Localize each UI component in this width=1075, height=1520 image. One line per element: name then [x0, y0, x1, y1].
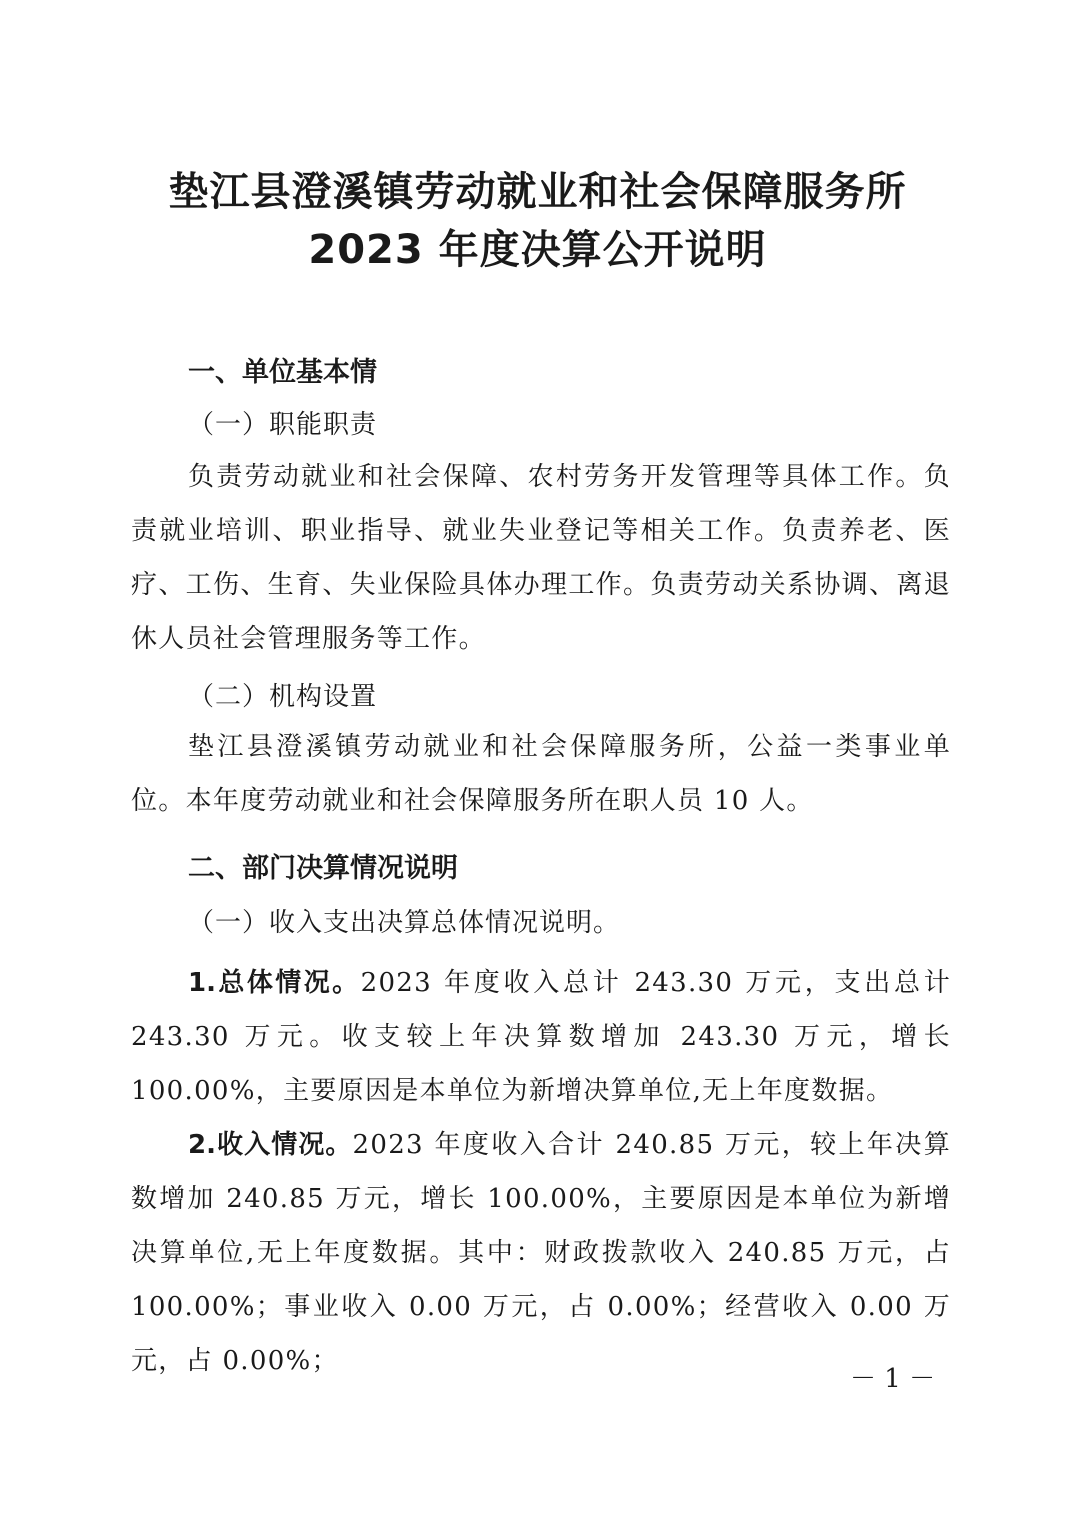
- section2-item2-text: 2023 年度收入合计 240.85 万元，较上年决算数增加 240.85 万元，增长 100.00%，主要原因是本单位为新增决算单位,无上年度数据。其中：财政拨款收入 240.85 万元，占 100.00%；事业收入 0.00 万元，占 0.00%；经营收入 0.00 万元，占 0.00%；: [131, 1130, 951, 1376]
- document-title-line2: 2023 年度决算公开说明: [308, 227, 767, 273]
- section1-sub2-heading: （二）机构设置: [188, 682, 378, 712]
- section1-sub2-paragraph: 垫江县澄溪镇劳动就业和社会保障服务所，公益一类事业单位。本年度劳动就业和社会保障服务所在职人员 10 人。: [131, 732, 951, 816]
- page-number: － 1 －: [850, 1364, 936, 1394]
- section2-item2-label: 2.收入情况。: [188, 1130, 353, 1160]
- section2-item1-label: 1.总体情况。: [188, 968, 361, 998]
- section1-sub1-heading: （一）职能职责: [188, 410, 378, 440]
- section2-item1-paragraph: [131, 956, 951, 1118]
- section1-heading: 一、单位基本情: [188, 357, 377, 388]
- document-title-line1: 垫江县澄溪镇劳动就业和社会保障服务所: [168, 169, 907, 215]
- section2-sub1-heading: （一）收入支出决算总体情况说明。: [188, 908, 621, 938]
- section1-sub1-paragraph: 负责劳动就业和社会保障、农村劳务开发管理等具体工作。负责就业培训、职业指导、就业失业登记等相关工作。负责养老、医疗、工伤、生育、失业保险具体办理工作。负责劳动关系协调、离退休人员社会管理服务等工作。: [131, 462, 951, 654]
- section2-heading: 二、部门决算情况说明: [188, 853, 458, 884]
- section2-item2-paragraph: [131, 1118, 951, 1388]
- section2-item1-text: 2023 年度收入总计 243.30 万元，支出总计 243.30 万元。收支较上年决算数增加 243.30 万元，增长 100.00%，主要原因是本单位为新增决算单位,无上年度数据。: [131, 968, 951, 1106]
